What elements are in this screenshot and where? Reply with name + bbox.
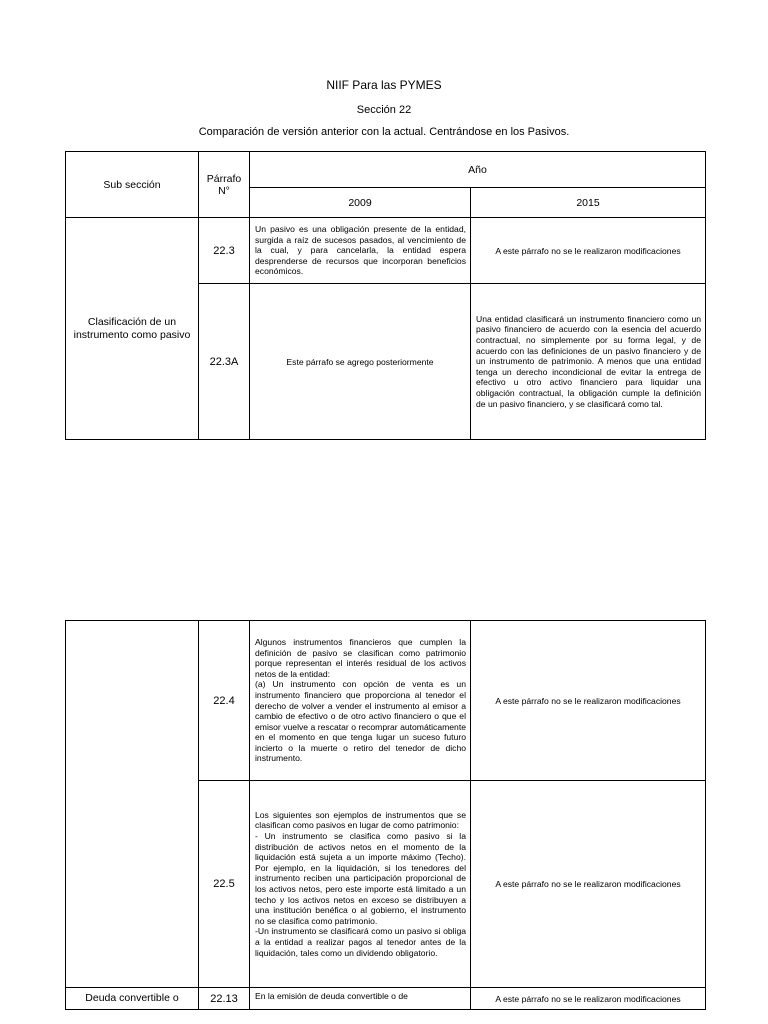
text-2015: A este párrafo no se le realizaron modificaciones bbox=[471, 621, 706, 781]
text-2009-line: - Un instrumento se clasifica como pasivo si la distribución de activos netos en el momento de la liquidación está sujeta a un importe máximo (Techo). Por ejemplo, en la liquidación, si los tenedores del instrumento reciben una participación proporcional de los activos netos, pero este importe está limitado a un techo y los activos netos en exceso se distribuyen a una institución benéfica o al gobierno, el instrumento no se clasifica como patrimonio. bbox=[255, 831, 466, 926]
section-heading: Sección 22 bbox=[356, 104, 412, 116]
paragraph-number: 22.3 bbox=[199, 218, 250, 284]
text-2009: Un pasivo es una obligación presente de la entidad, surgida a raíz de sucesos pasados, al vencimiento de la cual, y para cancelarla, la entidad espera desprenderse de recursos que incorporan beneficios económicos. bbox=[250, 218, 471, 284]
text-2015: A este párrafo no se le realizaron modificaciones bbox=[471, 988, 706, 1010]
header-year-2009: 2009 bbox=[250, 188, 471, 218]
subsection-label: Deuda convertible o bbox=[66, 988, 199, 1010]
text-2015: A este párrafo no se le realizaron modificaciones bbox=[471, 218, 706, 284]
paragraph-number: 22.5 bbox=[199, 781, 250, 988]
text-2009: Este párrafo se agrego posteriormente bbox=[250, 284, 471, 440]
subsection-label bbox=[66, 621, 199, 988]
text-2009 bbox=[250, 781, 471, 988]
paragraph-number: 22.4 bbox=[199, 621, 250, 781]
header-year: Año bbox=[250, 152, 706, 188]
header-subsection: Sub sección bbox=[66, 152, 199, 218]
header-paragraph-number: N° bbox=[218, 184, 230, 197]
comparison-table-page2 bbox=[65, 620, 706, 1010]
document-title: NIIF Para las PYMES bbox=[326, 78, 442, 92]
text-2009-line: Algunos instrumentos financieros que cumplen la definición de pasivo se clasifican como patrimonio porque representan el interés residual de los activos netos de la entidad: bbox=[255, 636, 466, 679]
text-2015: Una entidad clasificará un instrumento financiero como un pasivo financiero de acuerdo con la esencia del acuerdo contractual, no simplemente por su forma legal, y de acuerdo con las definiciones de un pasivo financiero y de un instrumento de patrimonio. A menos que una entidad tenga un derecho incondicional de evitar la entrega de efectivo u otro activo financiero para liquidar una obligación contractual, la obligación cumple la definición de un pasivo financiero, y se clasificará como tal. bbox=[471, 284, 706, 440]
text-2015: A este párrafo no se le realizaron modificaciones bbox=[471, 781, 706, 988]
text-2009: En la emisión de deuda convertible o de bbox=[250, 988, 471, 1010]
header-paragraph-label: Párrafo bbox=[206, 172, 242, 185]
header-paragraph bbox=[199, 152, 250, 218]
subsection-label: Clasificación de un instrumento como pasivo bbox=[66, 218, 199, 440]
text-2009-line: -Un instrumento se clasificará como un pasivo si obliga a la entidad a realizar pagos al tenedor antes de la liquidación, tales como un dividendo obligatorio. bbox=[255, 926, 466, 958]
paragraph-number: 22.3A bbox=[199, 284, 250, 440]
header-year-2015: 2015 bbox=[471, 188, 706, 218]
text-2009 bbox=[250, 621, 471, 781]
paragraph-number: 22.13 bbox=[199, 988, 250, 1010]
comparison-table-page1 bbox=[65, 151, 706, 440]
document-subtitle: Comparación de versión anterior con la actual. Centrándose en los Pasivos. bbox=[198, 126, 570, 138]
text-2009-line: Los siguientes son ejemplos de instrumentos que se clasifican como pasivos en lugar de como patrimonio: bbox=[255, 809, 466, 831]
text-2009-line: (a) Un instrumento con opción de venta es un instrumento financiero que proporciona al tenedor el derecho de volver a vender el instrumento al emisor a cambio de efectivo o de otro activo financiero o que el emisor vuelve a rescatar o recomprar automáticamente en el momento en que tenga lugar un suceso futuro incierto o la muerte o retiro del tenedor de dicho instrumento. bbox=[255, 679, 466, 764]
